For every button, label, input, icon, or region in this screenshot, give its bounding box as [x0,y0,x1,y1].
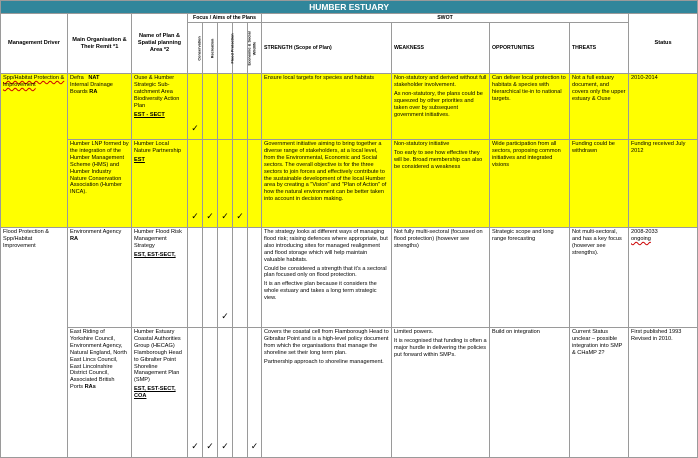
strength-cell: The strategy looks at different ways of managing flood risk; raising defences where appropriate, but also introducing sites for managed realignment and flood storage which will help maintain valuable habitats. Could be considered a strength that it's a sectoral plan focused only on flood protection. It is an effective plan because it considers the whole estuary and takes a long term strategic view. [262,228,392,328]
threats-cell: Not multi-sectoral, and has a key focus (however see strengths). [570,228,629,328]
tick-economic-social: ✓ [233,140,248,228]
plan-cell: Humber Flood Risk Management Strategy EST, EST-SECT, [132,228,188,328]
tick-flood-protection: ✓ [218,228,233,328]
weakness-cell: Not fully multi-sectoral (focussed on flood protection) (however see strengths) [392,228,490,328]
header-focus-conservation: Conservation [188,23,203,74]
organisation-cell: Defra NAT Internal Drainage Boards RA [68,74,132,140]
opportunities-cell: Build on integration [490,328,570,458]
tick-conservation: ✓ [188,328,203,458]
header-swot: SWOT [262,14,629,23]
header-management-driver: Management Driver [1,14,68,74]
tick-conservation: ✓ [188,140,203,228]
organisation-cell: Humber LNP formed by the integration of the Humber Management Scheme (HMS) and Humber Industry Nature Conservation Association (Humber INCA). [68,140,132,228]
tick-flood-protection: ✓ [218,140,233,228]
header-status: Status [629,14,698,74]
header-plan-name: Name of Plan & Spatial planning Area *2 [132,14,188,74]
opportunities-cell: Strategic scope and long range forecasting [490,228,570,328]
header-focus-flood-protection: Flood Protection [218,23,233,74]
strength-cell: Government initiative aiming to bring together a diverse range of stakeholders, at a local level, from the Environmental, Economic and Social sectors. The overall objective is for the three sectors to join forces and effectively contribute to the sustainable development of the local Humber area by creating a "Vision" and "Plan of Action" of how the natural environment can be better taken into account in decision making. [262,140,392,228]
table-row [1,74,698,140]
header-threats: THREATS [570,23,629,74]
tick-recreation: ✓ [203,140,218,228]
weakness-cell: Non-statutory initiative Too early to see how effective they will be. Broad membership can also be considered a weakness [392,140,490,228]
header-main-organisation: Main Organisation & Their Remit *1 [68,14,132,74]
management-driver-cell: Spp/Habitat Protection & Improvement [1,74,68,228]
header-focus-recreation: Recreation [203,23,218,74]
organisation-cell: East Riding of Yorkshire Council, Environment Agency, Natural England, North East Lincs Council, East Lincolnshire District Council, Associated British Ports RAs [68,328,132,458]
tick-flood-protection: ✓ [218,328,233,458]
status-cell: Funding received July 2012 [629,140,698,228]
table-row [1,328,698,458]
plan-cell: Ouse & Humber Strategic Sub-catchment Area Biodiversity Action Plan EST - SECT [132,74,188,140]
threats-cell: Not a full estuary document, and covers only the upper estuary & Ouse [570,74,629,140]
weakness-cell: Limited powers. It is recognised that funding is often a major hurdle in delivering the policies put forward within SMPs. [392,328,490,458]
strength-cell: Ensure local targets for species and habitats [262,74,392,140]
header-opportunities: OPPORTUNITIES [490,23,570,74]
threats-cell: Current Status unclear – possible integration into SMP & CHaMP 2? [570,328,629,458]
header-focus-wildlife: Wildlife [248,23,262,74]
status-cell: 2010-2014 [629,74,698,140]
status-cell: First published 1993 Revised in 2010. [629,328,698,458]
table-row [1,140,698,228]
header-focus-aims: Focus / Aims of the Plans [188,14,262,23]
management-driver-cell: Flood Protection & Spp/Habitat Improvement [1,228,68,458]
weakness-cell: Non-statutory and derived without full stakeholder involvement. As non-statutory, the plans could be squeezed by other priorities and taken over by subsequent government initiatives. [392,74,490,140]
header-weakness: WEAKNESS [392,23,490,74]
status-cell: 2008-2033 ongoing [629,228,698,328]
opportunities-cell: Can deliver local protection to habitats & species with hierarchical tie-in to national targets. [490,74,570,140]
organisation-cell: Environment Agency RA [68,228,132,328]
tick-recreation: ✓ [203,328,218,458]
plan-cell: Humber Estuary Coastal Authorities Group (HECAG) Flamborough Head to Gibralter Point Shoreline Management Plan (SMP) EST, EST-SECT, COA [132,328,188,458]
table-title: HUMBER ESTUARY [1,1,698,14]
tick-wildlife: ✓ [248,328,262,458]
table-row [1,228,698,328]
header-strength: STRENGTH (Scope of Plan) [262,23,392,74]
threats-cell: Funding could be withdrawn [570,140,629,228]
tick-conservation: ✓ [188,74,203,140]
header-focus-economic-social: Economic & Social [233,23,248,74]
opportunities-cell: Wide participation from all sectors, proposing common initiatives and integrated visions [490,140,570,228]
plan-cell: Humber Local Nature Partnership EST [132,140,188,228]
strength-cell: Covers the coastal cell from Flamborough Head to Gibraltar Point and is a high-level policy document from which the organisations that manage the shoreline set their long term plan. Partnership approach to shoreline management. [262,328,392,458]
